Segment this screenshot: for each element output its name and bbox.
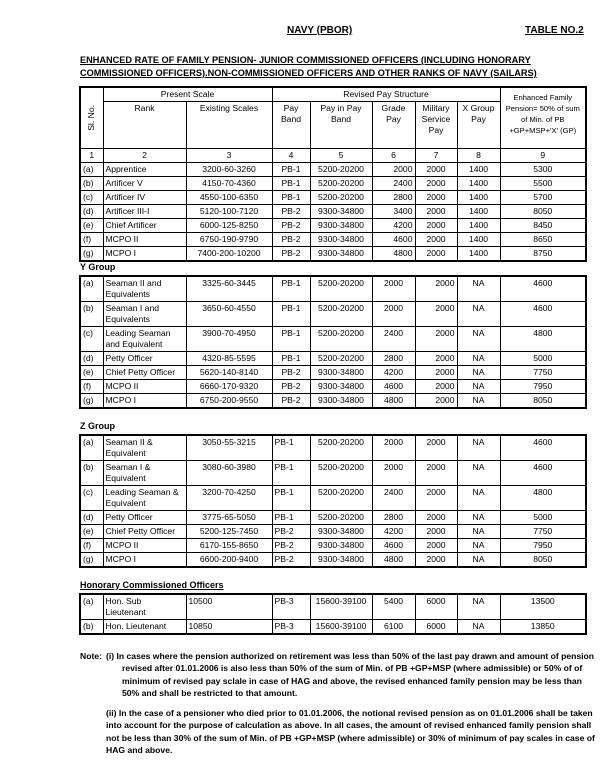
row-x-group-pay: 1400 (457, 163, 500, 177)
row-pay-in-pay-band: 9300-34800 (310, 205, 372, 219)
row-msp: 2000 (415, 233, 457, 247)
row-pay-in-pay-band: 9300-34800 (310, 380, 372, 394)
row-existing-scale: 6660-170-9320 (186, 380, 272, 394)
row-sl-no: (e) (80, 525, 103, 539)
table-row (80, 380, 586, 394)
row-pay-in-pay-band: 5200-20200 (310, 486, 372, 511)
row-sl-no: (a) (80, 276, 103, 302)
row-x-group-pay: 1400 (457, 177, 500, 191)
row-enhanced-pension: 4600 (500, 276, 586, 302)
col-header-pay-band: Pay Band (272, 102, 310, 149)
row-enhanced-pension: 8750 (500, 247, 586, 262)
column-number: 6 (372, 149, 415, 163)
row-sl-no: (e) (80, 219, 103, 233)
row-existing-scale: 6600-200-9400 (186, 553, 272, 568)
row-rank: Artificer III-I (103, 205, 186, 219)
row-x-group-pay: NA (457, 486, 500, 511)
row-msp: 6000 (415, 594, 457, 620)
column-number: 2 (103, 149, 186, 163)
row-existing-scale: 5620-140-8140 (186, 366, 272, 380)
row-pay-band: PB-2 (272, 394, 310, 409)
row-msp: 2000 (415, 553, 457, 568)
row-pay-in-pay-band: 5200-20200 (310, 511, 372, 525)
row-x-group-pay: NA (457, 539, 500, 553)
row-rank: Chief Petty Officer (103, 525, 186, 539)
row-pay-in-pay-band: 9300-34800 (310, 539, 372, 553)
table-row (80, 525, 586, 539)
table-row (80, 219, 586, 233)
row-grade-pay: 4800 (372, 553, 415, 568)
row-rank: Hon. Sub Lieutenant (103, 594, 186, 620)
col-header-rank: Rank (103, 102, 186, 149)
row-enhanced-pension: 7950 (500, 539, 586, 553)
row-sl-no: (c) (80, 327, 103, 352)
row-pay-band: PB-1 (272, 327, 310, 352)
row-x-group-pay: 1400 (457, 191, 500, 205)
table-row (80, 247, 586, 262)
row-sl-no: (b) (80, 177, 103, 191)
row-x-group-pay: NA (457, 394, 500, 409)
row-pay-in-pay-band: 9300-34800 (310, 233, 372, 247)
row-enhanced-pension: 5500 (500, 177, 586, 191)
notes-section (80, 650, 595, 756)
row-sl-no: (g) (80, 553, 103, 568)
row-pay-band: PB-1 (272, 435, 310, 461)
notes-label: Note: (80, 651, 102, 661)
row-grade-pay: 4600 (372, 380, 415, 394)
row-msp: 2000 (415, 205, 457, 219)
row-grade-pay: 2000 (372, 163, 415, 177)
row-existing-scale: 3200-70-4250 (186, 486, 272, 511)
row-x-group-pay: 1400 (457, 233, 500, 247)
row-pay-in-pay-band: 5200-20200 (310, 177, 372, 191)
row-existing-scale: 3775-65-5050 (186, 511, 272, 525)
row-grade-pay: 2800 (372, 191, 415, 205)
row-x-group-pay: NA (457, 553, 500, 568)
row-sl-no: (f) (80, 380, 103, 394)
row-sl-no: (b) (80, 461, 103, 486)
row-pay-band: PB-1 (272, 177, 310, 191)
col-header-msp: Military Service Pay (415, 102, 457, 149)
row-sl-no: (e) (80, 366, 103, 380)
row-rank: Seaman II and Equivalents (103, 276, 186, 302)
row-pay-in-pay-band: 9300-34800 (310, 525, 372, 539)
table-row (80, 594, 586, 620)
row-existing-scale: 3050-55-3215 (186, 435, 272, 461)
row-rank: MCPO II (103, 539, 186, 553)
row-x-group-pay: NA (457, 525, 500, 539)
row-grade-pay: 5400 (372, 594, 415, 620)
row-x-group-pay: NA (457, 352, 500, 366)
table-row (80, 163, 586, 177)
row-msp: 6000 (415, 620, 457, 635)
col-header-present-scale: Present Scale (103, 87, 272, 102)
x-group-table (79, 86, 587, 262)
row-pay-in-pay-band: 9300-34800 (310, 394, 372, 409)
row-sl-no: (g) (80, 247, 103, 262)
row-existing-scale: 3200-60-3260 (186, 163, 272, 177)
row-sl-no: (g) (80, 394, 103, 409)
table-row (80, 435, 586, 461)
row-pay-in-pay-band: 5200-20200 (310, 191, 372, 205)
row-grade-pay: 4200 (372, 525, 415, 539)
row-x-group-pay: NA (457, 366, 500, 380)
col-header-x-group-pay: X Group Pay (457, 102, 500, 149)
column-number: 7 (415, 149, 457, 163)
row-grade-pay: 2000 (372, 461, 415, 486)
row-enhanced-pension: 13500 (500, 594, 586, 620)
row-enhanced-pension: 4600 (500, 302, 586, 327)
table-row (80, 620, 586, 635)
row-pay-band: PB-2 (272, 205, 310, 219)
table-row (80, 205, 586, 219)
z-group-heading: Z Group (80, 421, 115, 431)
col-header-revised-pay: Revised Pay Structure (272, 87, 500, 102)
row-sl-no: (c) (80, 486, 103, 511)
row-pay-in-pay-band: 5200-20200 (310, 461, 372, 486)
col-header-sl-no: Sl. No. (80, 87, 103, 149)
row-grade-pay: 2800 (372, 352, 415, 366)
row-enhanced-pension: 4800 (500, 486, 586, 511)
col-header-existing-scales: Existing Scales (186, 102, 272, 149)
row-existing-scale: 5200-125-7450 (186, 525, 272, 539)
row-sl-no: (a) (80, 163, 103, 177)
row-msp: 2000 (415, 435, 457, 461)
row-pay-in-pay-band: 5200-20200 (310, 276, 372, 302)
row-x-group-pay: NA (457, 461, 500, 486)
row-grade-pay: 2000 (372, 435, 415, 461)
row-existing-scale: 3650-60-4550 (186, 302, 272, 327)
row-existing-scale: 3900-70-4950 (186, 327, 272, 352)
table-row (80, 461, 586, 486)
row-x-group-pay: NA (457, 620, 500, 635)
row-grade-pay: 4800 (372, 394, 415, 409)
row-pay-in-pay-band: 5200-20200 (310, 435, 372, 461)
row-rank: Chief Artificer (103, 219, 186, 233)
row-enhanced-pension: 8650 (500, 233, 586, 247)
column-number: 1 (80, 149, 103, 163)
row-grade-pay: 4600 (372, 233, 415, 247)
table-number: TABLE NO.2 (525, 25, 584, 36)
row-enhanced-pension: 5000 (500, 511, 586, 525)
column-number: 9 (500, 149, 586, 163)
row-rank: Leading Seaman & Equivalent (103, 486, 186, 511)
table-row (80, 233, 586, 247)
row-pay-band: PB-2 (272, 219, 310, 233)
row-enhanced-pension: 5700 (500, 191, 586, 205)
row-msp: 2000 (415, 539, 457, 553)
row-enhanced-pension: 7950 (500, 380, 586, 394)
z-group-table (79, 434, 587, 568)
row-rank: MCPO II (103, 380, 186, 394)
row-sl-no: (b) (80, 302, 103, 327)
honorary-table (79, 593, 587, 635)
row-x-group-pay: NA (457, 511, 500, 525)
row-msp: 2000 (415, 394, 457, 409)
row-pay-in-pay-band: 5200-20200 (310, 327, 372, 352)
row-grade-pay: 2400 (372, 486, 415, 511)
row-existing-scale: 6750-190-9790 (186, 233, 272, 247)
row-pay-band: PB-2 (272, 233, 310, 247)
row-pay-band: PB-3 (272, 594, 310, 620)
row-pay-band: PB-2 (272, 380, 310, 394)
row-x-group-pay: 1400 (457, 247, 500, 262)
row-x-group-pay: 1400 (457, 205, 500, 219)
row-msp: 2000 (415, 380, 457, 394)
document-header: NAVY (PBOR) (287, 25, 353, 36)
row-grade-pay: 4600 (372, 539, 415, 553)
row-rank: MCPO I (103, 394, 186, 409)
table-row (80, 276, 586, 302)
table-row (80, 191, 586, 205)
title-line-1: ENHANCED RATE OF FAMILY PENSION- JUNIOR COMMISSIONED OFFICERS (INCLUDING HONORARY (80, 55, 531, 65)
row-enhanced-pension: 8050 (500, 394, 586, 409)
row-msp: 2000 (415, 219, 457, 233)
y-group-table (79, 275, 587, 409)
row-enhanced-pension: 4800 (500, 327, 586, 352)
row-msp: 2000 (415, 352, 457, 366)
row-x-group-pay: NA (457, 302, 500, 327)
table-row (80, 394, 586, 409)
row-grade-pay: 3400 (372, 205, 415, 219)
row-msp: 2000 (415, 511, 457, 525)
table-row (80, 177, 586, 191)
row-x-group-pay: 1400 (457, 219, 500, 233)
row-grade-pay: 2400 (372, 327, 415, 352)
row-pay-band: PB-2 (272, 247, 310, 262)
row-msp: 2000 (415, 302, 457, 327)
row-pay-in-pay-band: 9300-34800 (310, 366, 372, 380)
row-msp: 2000 (415, 486, 457, 511)
row-msp: 2000 (415, 327, 457, 352)
row-pay-in-pay-band: 9300-34800 (310, 553, 372, 568)
row-existing-scale: 4550-100-6350 (186, 191, 272, 205)
row-grade-pay: 6100 (372, 620, 415, 635)
row-rank: Seaman II & Equivalent (103, 435, 186, 461)
row-pay-in-pay-band: 5200-20200 (310, 302, 372, 327)
row-grade-pay: 4800 (372, 247, 415, 262)
row-rank: Chief Petty Officer (103, 366, 186, 380)
title-line-2: COMMISSIONED OFFICERS).NON-COMMISSIONED OFFICERS AND OTHER RANKS OF NAVY (SAILARS) (80, 68, 537, 78)
honorary-heading: Honorary Commissioned Officers (80, 580, 224, 590)
row-grade-pay: 2800 (372, 511, 415, 525)
row-rank: Artificer V (103, 177, 186, 191)
col-header-enhanced-pension: Enhanced Family Pension= 50% of sum of Min. of PB +GP+MSP+'X' (GP) (500, 87, 586, 149)
row-rank: Petty Officer (103, 352, 186, 366)
row-rank: Seaman I and Equivalents (103, 302, 186, 327)
row-pay-band: PB-1 (272, 486, 310, 511)
row-rank: MCPO I (103, 553, 186, 568)
row-pay-band: PB-2 (272, 539, 310, 553)
column-number: 5 (310, 149, 372, 163)
row-rank: MCPO I (103, 247, 186, 262)
row-existing-scale: 4150-70-4360 (186, 177, 272, 191)
row-sl-no: (a) (80, 594, 103, 620)
row-pay-in-pay-band: 15600-39100 (310, 620, 372, 635)
table-row (80, 511, 586, 525)
row-rank: Seaman I & Equivalent (103, 461, 186, 486)
row-rank: Apprentice (103, 163, 186, 177)
row-enhanced-pension: 13850 (500, 620, 586, 635)
row-rank: Petty Officer (103, 511, 186, 525)
row-pay-band: PB-2 (272, 525, 310, 539)
row-pay-band: PB-1 (272, 191, 310, 205)
row-enhanced-pension: 8450 (500, 219, 586, 233)
column-number-row (80, 149, 586, 163)
note-1: (i) In cases where the pension authorized on retirement was less than 50% of the last pay drawn and amount of pension revised after 01.01.2006 is also less than 50% of the sum of Min. of PB +GP+MSP (where admissible) or 50% of of minimum of revised pay sclale in case of HAG and above, the revised enhanced family pension may be less than 50% and shall be restricted to that amount. (106, 651, 595, 698)
table-row (80, 366, 586, 380)
row-sl-no: (a) (80, 435, 103, 461)
row-msp: 2000 (415, 525, 457, 539)
row-enhanced-pension: 4600 (500, 461, 586, 486)
row-pay-band: PB-1 (272, 461, 310, 486)
column-number: 3 (186, 149, 272, 163)
row-grade-pay: 2000 (372, 302, 415, 327)
row-sl-no: (f) (80, 539, 103, 553)
row-existing-scale: 6750-200-9550 (186, 394, 272, 409)
column-number: 4 (272, 149, 310, 163)
row-pay-band: PB-2 (272, 366, 310, 380)
row-pay-band: PB-1 (272, 276, 310, 302)
row-x-group-pay: NA (457, 594, 500, 620)
row-msp: 2000 (415, 163, 457, 177)
row-msp: 2000 (415, 366, 457, 380)
column-number: 8 (457, 149, 500, 163)
row-pay-band: PB-1 (272, 163, 310, 177)
row-x-group-pay: NA (457, 327, 500, 352)
row-enhanced-pension: 8050 (500, 553, 586, 568)
table-row (80, 327, 586, 352)
row-enhanced-pension: 4600 (500, 435, 586, 461)
row-rank: Leading Seaman and Equivalent (103, 327, 186, 352)
row-enhanced-pension: 5300 (500, 163, 586, 177)
row-enhanced-pension: 7750 (500, 366, 586, 380)
row-pay-band: PB-1 (272, 302, 310, 327)
row-rank: Hon. Lieutenant (103, 620, 186, 635)
row-rank: MCPO II (103, 233, 186, 247)
col-header-pay-in-pay-band: Pay in Pay Band (310, 102, 372, 149)
row-existing-scale: 3080-60-3980 (186, 461, 272, 486)
row-sl-no: (b) (80, 620, 103, 635)
row-sl-no: (f) (80, 233, 103, 247)
row-enhanced-pension: 7750 (500, 525, 586, 539)
table-row (80, 486, 586, 511)
row-grade-pay: 4200 (372, 219, 415, 233)
row-msp: 2000 (415, 191, 457, 205)
row-pay-in-pay-band: 9300-34800 (310, 247, 372, 262)
row-existing-scale: 5120-100-7120 (186, 205, 272, 219)
row-pay-band: PB-2 (272, 553, 310, 568)
row-sl-no: (d) (80, 205, 103, 219)
table-row (80, 352, 586, 366)
row-pay-in-pay-band: 5200-20200 (310, 352, 372, 366)
row-existing-scale: 7400-200-10200 (186, 247, 272, 262)
row-pay-band: PB-1 (272, 352, 310, 366)
row-grade-pay: 2400 (372, 177, 415, 191)
row-msp: 2000 (415, 247, 457, 262)
row-grade-pay: 4200 (372, 366, 415, 380)
row-existing-scale: 3325-60-3445 (186, 276, 272, 302)
row-rank: Artificer IV (103, 191, 186, 205)
note-2: (ii) In the case of a pensioner who died prior to 01.01.2006, the notional revised pension as on 01.01.2006 shall be taken into account for the purpose of calculation as above. In all cases, the amount of revised enhanced family pension shall not be less than 30% of the sum of Min. of PB +GP+MSP (where admissible) or 30% of minimum of pay scales in case of HAG and above. (106, 708, 595, 756)
table-row (80, 539, 586, 553)
col-header-grade-pay: Grade Pay (372, 102, 415, 149)
table-row (80, 553, 586, 568)
row-existing-scale: 4320-85-5595 (186, 352, 272, 366)
row-existing-scale: 10850 (186, 620, 272, 635)
row-pay-band: PB-3 (272, 620, 310, 635)
row-msp: 2000 (415, 276, 457, 302)
row-x-group-pay: NA (457, 435, 500, 461)
row-sl-no: (d) (80, 352, 103, 366)
row-pay-in-pay-band: 15600-39100 (310, 594, 372, 620)
row-existing-scale: 6000-125-8250 (186, 219, 272, 233)
row-sl-no: (d) (80, 511, 103, 525)
table-row (80, 302, 586, 327)
row-pay-band: PB-1 (272, 511, 310, 525)
row-existing-scale: 6170-155-8650 (186, 539, 272, 553)
row-enhanced-pension: 5000 (500, 352, 586, 366)
row-pay-in-pay-band: 9300-34800 (310, 219, 372, 233)
row-grade-pay: 2000 (372, 276, 415, 302)
row-pay-in-pay-band: 5200-20200 (310, 163, 372, 177)
row-msp: 2000 (415, 177, 457, 191)
row-enhanced-pension: 8050 (500, 205, 586, 219)
row-x-group-pay: NA (457, 276, 500, 302)
document-title (80, 54, 590, 80)
y-group-heading: Y Group (80, 262, 116, 272)
row-x-group-pay: NA (457, 380, 500, 394)
row-msp: 2000 (415, 461, 457, 486)
row-sl-no: (c) (80, 191, 103, 205)
row-existing-scale: 10500 (186, 594, 272, 620)
